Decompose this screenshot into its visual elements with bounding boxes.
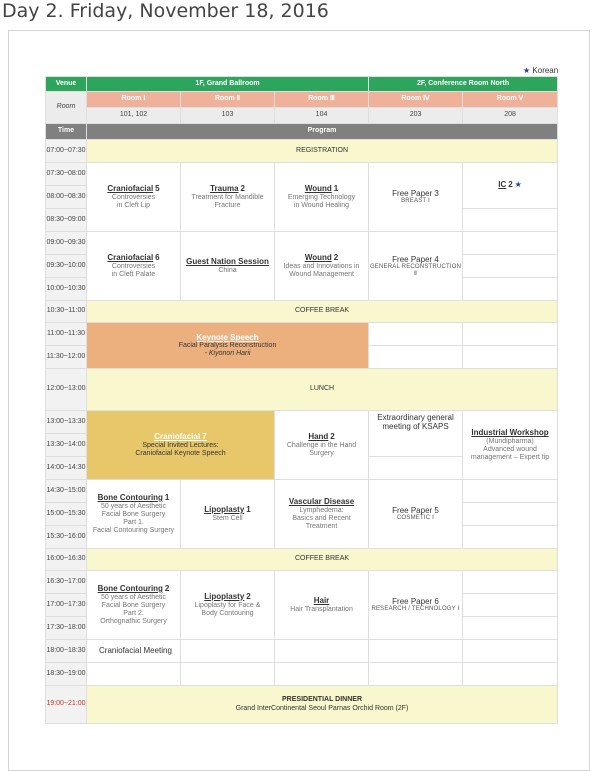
time-cell: 16:00~16:30 (46, 549, 87, 571)
time-cell: 10:00~10:30 (46, 278, 87, 301)
session-desc: Lymphedema: (299, 506, 344, 514)
session-industrial-workshop[interactable] (463, 411, 558, 480)
session-vascular-disease[interactable] (275, 480, 369, 549)
page-title: Day 2. Friday, November 18, 2016 (2, 0, 329, 22)
time-cell: 12:00~13:00 (46, 369, 87, 411)
lunch-cell: LUNCH (87, 369, 558, 411)
time-cell: 17:30~18:00 (46, 617, 87, 640)
program-header: Program (87, 124, 558, 140)
empty-cell (463, 663, 558, 686)
time-cell: 11:00~11:30 (46, 323, 87, 346)
session-title: Hand (308, 431, 329, 441)
session-title: Free Paper 4 (392, 254, 439, 264)
session-desc: Challenge in the Hand (286, 441, 357, 449)
time-cell: 07:30~08:00 (46, 163, 87, 186)
session-title: Free Paper 6 (392, 596, 439, 606)
session-desc: Surgery (309, 450, 334, 458)
empty-cell (463, 278, 558, 301)
session-title: meeting of KSAPS (382, 422, 449, 432)
session-desc: Wound Management (289, 271, 354, 279)
empty-cell (463, 526, 558, 549)
session-desc: Craniofacial Keynote Speech (135, 449, 226, 457)
session-title: Lipoplasty (204, 591, 245, 601)
session-desc: Controversies (111, 193, 156, 201)
session-desc: Emerging Technology (287, 193, 356, 201)
room-header: Room Ⅳ (369, 92, 463, 108)
session-desc: Fracture (214, 202, 241, 210)
empty-cell (463, 346, 558, 369)
room-label: Room (46, 92, 87, 124)
session-guest-nation[interactable] (181, 232, 275, 301)
venue-1f: 1F, Grand Ballroom (87, 77, 369, 92)
empty-cell (181, 663, 275, 686)
time-cell: 13:00~13:30 (46, 411, 87, 434)
empty-cell (463, 571, 558, 594)
room-header: Room Ⅲ (275, 92, 369, 108)
time-cell: 15:30~16:00 (46, 526, 87, 549)
session-desc: 50 years of Aesthetic (101, 502, 166, 510)
session-desc: COSMETIC Ⅰ (396, 515, 435, 522)
session-number: 2 (164, 583, 170, 593)
coffee-break-cell: COFFEE BREAK (87, 301, 558, 323)
empty-cell (369, 323, 463, 346)
session-title: Vascular Disease (288, 497, 355, 507)
session-number: 2 (246, 591, 251, 601)
empty-cell (463, 232, 558, 255)
session-desc: Treatment (305, 522, 338, 530)
table-row (46, 549, 558, 571)
table-row (46, 301, 558, 323)
session-free-paper-3[interactable] (369, 163, 463, 232)
session-free-paper-5[interactable] (369, 480, 463, 549)
session-desc: GENERAL RECONSTRUCTION Ⅱ (369, 263, 462, 277)
session-title: Bone Contouring (97, 583, 163, 593)
session-desc: Facial Contouring Surgery (92, 527, 175, 535)
empty-cell (87, 663, 181, 686)
session-number: 2 (240, 183, 245, 193)
session-number: 2 (508, 180, 513, 190)
session-desc: 50 years of Aesthetic (101, 593, 166, 601)
time-header: Time (46, 124, 87, 140)
registration-cell: REGISTRATION (87, 140, 558, 163)
session-number: 2 (330, 431, 335, 441)
time-cell: 15:00~15:30 (46, 503, 87, 526)
room-row (46, 92, 558, 108)
time-cell: 18:30~19:00 (46, 663, 87, 686)
empty-cell (369, 663, 463, 686)
session-title: Craniofacial (107, 252, 154, 262)
empty-cell (463, 480, 558, 503)
session-desc: Part 2. (123, 610, 144, 618)
session-number: 6 (155, 252, 160, 262)
session-craniofacial-7[interactable] (87, 411, 275, 480)
session-desc: Part 1. (123, 519, 144, 527)
empty-cell (369, 346, 463, 369)
room-number: 101, 102 (87, 108, 181, 124)
session-bone-contouring-1[interactable] (87, 480, 181, 549)
time-cell: 17:00~17:30 (46, 594, 87, 617)
session-craniofacial-5[interactable] (87, 163, 181, 232)
session-desc: Facial Bone Surgery (101, 601, 166, 609)
table-row (46, 663, 558, 686)
session-keynote[interactable] (87, 323, 369, 369)
star-icon: ★ (523, 66, 531, 75)
time-cell: 14:30~15:00 (46, 480, 87, 503)
session-desc: Special Invited Lectures: (142, 441, 219, 449)
table-row (46, 232, 558, 255)
empty-cell (463, 640, 558, 663)
session-wound-2[interactable] (275, 232, 369, 301)
legend-label: Korean (532, 66, 559, 75)
time-cell: 09:00~09:30 (46, 232, 87, 255)
session-title: Free Paper 5 (392, 505, 439, 515)
empty-cell (463, 323, 558, 346)
room-number-row (46, 108, 558, 124)
empty-cell (369, 457, 463, 480)
empty-cell (463, 209, 558, 232)
session-desc: (Mundipharma) (486, 437, 534, 445)
legend (523, 66, 558, 75)
time-cell: 09:30~10:00 (46, 255, 87, 278)
session-title: PRESIDENTIAL DINNER (282, 696, 363, 704)
session-title: Bone Contouring (97, 492, 163, 502)
table-row (46, 140, 558, 163)
time-cell: 13:30~14:00 (46, 434, 87, 457)
session-desc: Advanced wound (483, 445, 537, 453)
session-lipoplasty-1[interactable] (181, 480, 275, 549)
table-row (46, 640, 558, 663)
session-trauma-2[interactable] (181, 163, 275, 232)
session-number: 2 (333, 252, 339, 262)
session-number: 5 (155, 183, 160, 193)
empty-cell (463, 594, 558, 617)
empty-cell (275, 663, 369, 686)
session-desc: Basics and Recent (292, 514, 351, 522)
coffee-break-cell: COFFEE BREAK (87, 549, 558, 571)
session-desc: BREAST Ⅰ (401, 198, 430, 205)
table-row (46, 163, 558, 186)
session-speaker: - Kiyonori Harii (204, 350, 251, 358)
table-row (46, 686, 558, 724)
session-desc: management – Expert tip (470, 453, 550, 461)
session-wound-1[interactable] (275, 163, 369, 232)
session-title: Extraordinary general (377, 413, 454, 422)
time-cell: 18:00~18:30 (46, 640, 87, 663)
time-cell: 16:30~17:00 (46, 571, 87, 594)
room-number: 104 (275, 108, 369, 124)
table-row (46, 411, 558, 434)
empty-cell (369, 640, 463, 663)
session-title: Wound (304, 183, 332, 193)
schedule-table (45, 76, 558, 724)
empty-cell (275, 640, 369, 663)
session-number: 1 (246, 504, 251, 514)
session-desc: Ideas and Innovations in (283, 262, 360, 270)
session-desc: Hair Transplantation (290, 605, 353, 613)
session-title: Guest Nation Session (186, 257, 269, 267)
room-number: 208 (463, 108, 558, 124)
time-cell: 08:00~08:30 (46, 186, 87, 209)
table-row (46, 480, 558, 503)
session-number: 1 (333, 183, 339, 193)
session-desc: Treatment for Mandible (191, 193, 264, 201)
session-hair[interactable] (275, 571, 369, 640)
session-desc: China (218, 266, 237, 274)
time-cell: 19:00~21:00 (46, 686, 87, 724)
room-header: Room Ⅴ (463, 92, 558, 108)
empty-cell (181, 640, 275, 663)
room-number: 103 (181, 108, 275, 124)
session-craniofacial-6[interactable] (87, 232, 181, 301)
table-row (46, 323, 558, 346)
session-desc: Stem Cell (212, 515, 243, 522)
session-free-paper-6[interactable] (369, 571, 463, 640)
venue-2f: 2F, Conference Room North (369, 77, 558, 92)
session-desc: RESEARCH / TECHNOLOGY Ⅰ (371, 606, 460, 613)
session-number: 1 (164, 492, 170, 502)
session-title: Keynote Speech (196, 332, 259, 342)
venue-label: Venue (46, 77, 87, 92)
session-free-paper-4[interactable] (369, 232, 463, 301)
time-cell: 11:30~12:00 (46, 346, 87, 369)
session-title: Wound (304, 252, 332, 262)
session-title: Industrial Workshop (471, 428, 549, 438)
session-craniofacial-meeting[interactable]: Craniofacial Meeting (87, 640, 181, 663)
session-desc: in Cleft Palate (111, 271, 156, 279)
empty-cell (463, 617, 558, 640)
time-cell: 14:00~14:30 (46, 457, 87, 480)
time-cell: 10:30~11:00 (46, 301, 87, 323)
session-title: Lipoplasty (204, 504, 245, 514)
room-number: 203 (369, 108, 463, 124)
session-bone-contouring-2[interactable] (87, 571, 181, 640)
session-title: Trauma (210, 183, 239, 193)
session-desc: Orthognathic Surgery (100, 618, 167, 626)
room-header: Room Ⅱ (181, 92, 275, 108)
session-lipoplasty-2[interactable] (181, 571, 275, 640)
table-row (46, 369, 558, 411)
session-desc: Facial Bone Surgery (101, 510, 166, 518)
session-presidential-dinner[interactable] (87, 686, 558, 724)
table-row (46, 571, 558, 594)
room-header: Room Ⅰ (87, 92, 181, 108)
venue-row (46, 77, 558, 92)
header-row (46, 124, 558, 140)
session-title: Craniofacial (107, 183, 154, 193)
session-ic-2[interactable] (463, 163, 558, 209)
session-desc: Facial Paralysis Reconstruction (178, 342, 277, 350)
session-desc: in Wound Healing (293, 202, 350, 210)
session-hand-2[interactable] (275, 411, 369, 480)
time-cell: 08:30~09:00 (46, 209, 87, 232)
session-title: Craniofacial 7 (154, 432, 207, 442)
session-title: Free Paper 3 (392, 188, 439, 198)
session-desc: Controversies (111, 262, 156, 270)
session-desc: in Cleft Lip (116, 202, 151, 210)
session-desc: Grand InterContinental Seoul Parnas Orchid Room (2F) (235, 704, 409, 712)
empty-cell (463, 255, 558, 278)
session-title: Hair (313, 596, 330, 606)
empty-cell (463, 503, 558, 526)
star-icon: ★ (514, 180, 522, 190)
session-desc: Lipoplasty for Face & (194, 601, 261, 609)
time-cell: 07:00~07:30 (46, 140, 87, 163)
session-title: IC (498, 180, 507, 190)
session-desc: Body Contouring (201, 610, 254, 618)
session-ksaps-meeting[interactable] (369, 411, 463, 457)
